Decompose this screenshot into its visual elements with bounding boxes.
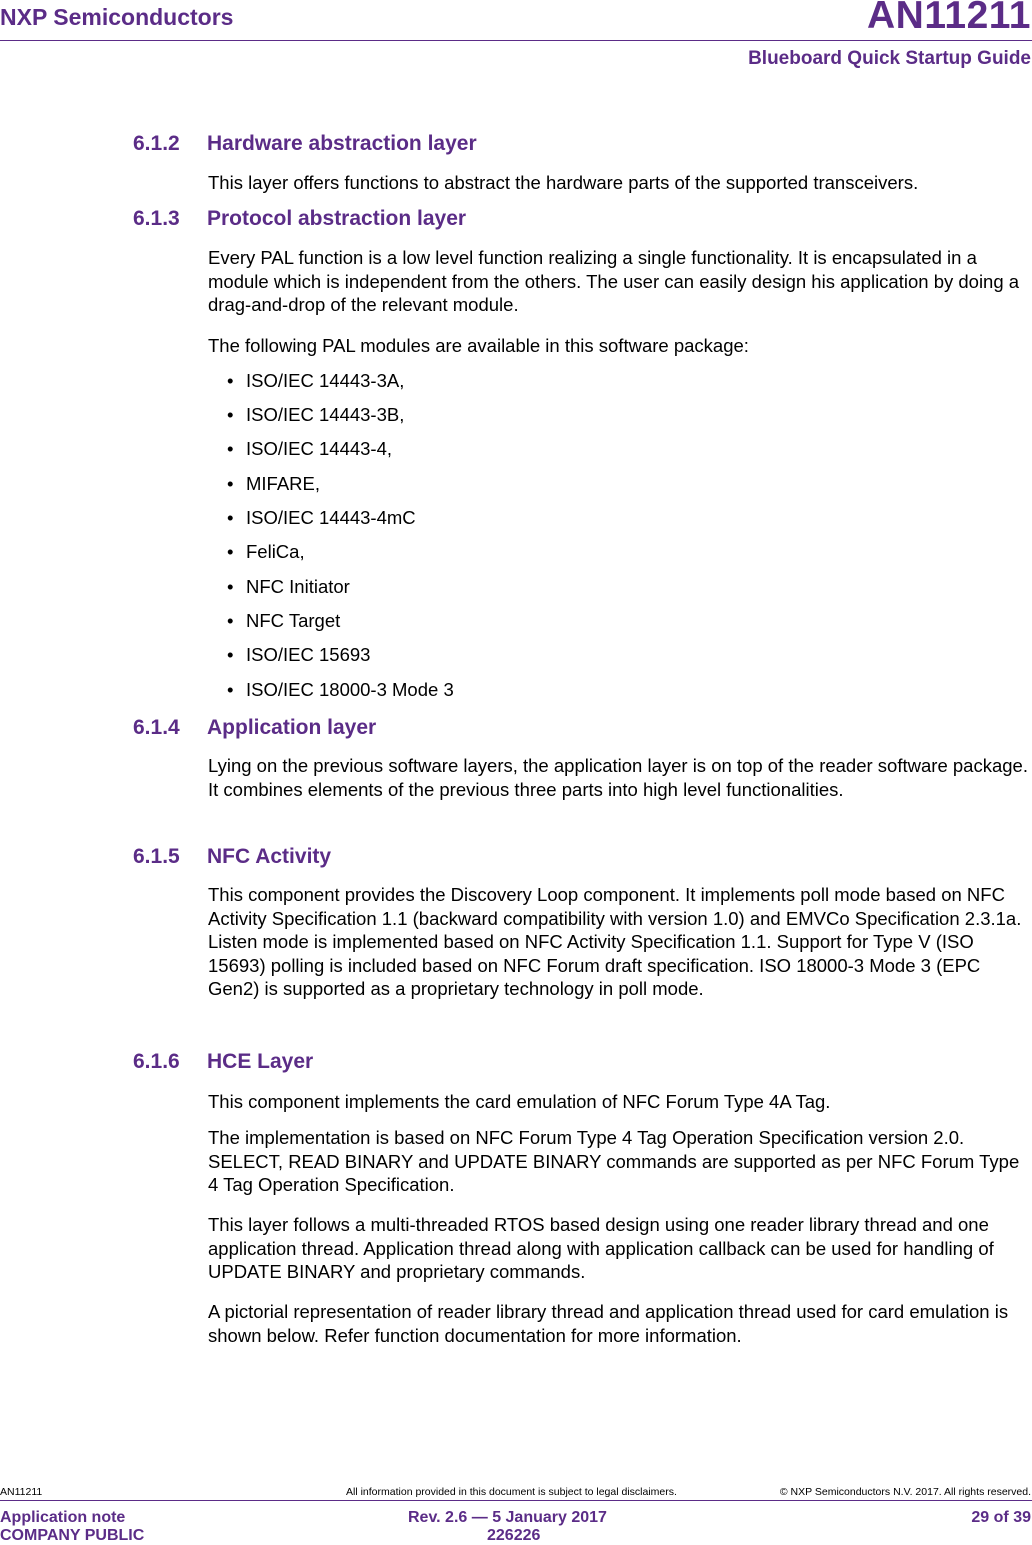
section-heading-6-1-6: [133, 1050, 313, 1074]
bullet-icon: •: [227, 541, 234, 562]
paragraph: This component implements the card emulation of NFC Forum Type 4A Tag.: [208, 1091, 831, 1112]
bullet-icon: •: [227, 679, 234, 700]
section-heading-6-1-5: [133, 845, 331, 869]
paragraph: A pictorial representation of reader library thread and application thread used for card emulation is shown below. Refer function documentation for more information.: [208, 1301, 1009, 1346]
section-title: Hardware abstraction layer: [207, 132, 477, 155]
section-number: 6.1.5: [133, 845, 180, 868]
section-number: 6.1.3: [133, 207, 180, 230]
section-title: HCE Layer: [207, 1050, 314, 1073]
paragraph: Every PAL function is a low level function realizing a single functionality. It is encapsulated in a module which is independent from the others. The user can easily design his application by doing a drag-and-drop of the relevant module.: [208, 247, 1020, 315]
footer-doc-id: AN11211: [0, 1486, 43, 1498]
header-document-id: AN11211: [867, 0, 1031, 37]
footer-disclaimer: All information provided in this document is subject to legal disclaimers.: [346, 1486, 677, 1498]
paragraph: This component provides the Discovery Loop component. It implements poll mode based on NFC Activity Specification 1.1 (backward compatibility with version 1.0) and EMVCo Specification 2.3.1a. Listen mode is implemented based on NFC Activity Specification 1.1. Support for Type V (ISO 15693) polling is included based on NFC Forum draft specification. ISO 18000-3 Mode 3 (EPC Gen2) is supported as a proprietary technology in poll mode.: [208, 884, 1022, 999]
section-title: Protocol abstraction layer: [207, 207, 467, 230]
section-number: 6.1.2: [133, 132, 180, 155]
footer-classification: COMPANY PUBLIC: [0, 1527, 145, 1544]
section-title: NFC Activity: [207, 845, 332, 868]
paragraph: Lying on the previous software layers, the application layer is on top of the reader software package. It combines elements of the previous three parts into high level functionalities.: [208, 755, 1028, 800]
bullet-icon: •: [227, 644, 234, 665]
footer-page-number: 29 of 39: [971, 1509, 1031, 1526]
bullet-icon: •: [227, 404, 234, 425]
footer-revision: Rev. 2.6 — 5 January 2017: [408, 1509, 607, 1526]
section-title: Application layer: [207, 716, 377, 739]
bullet-icon: •: [227, 576, 234, 597]
footer-divider: [0, 1500, 1032, 1501]
paragraph: The following PAL modules are available in this software package:: [208, 335, 749, 356]
section-number: 6.1.6: [133, 1050, 180, 1073]
section-heading-6-1-4: [133, 716, 376, 740]
bullet-icon: •: [227, 610, 234, 631]
header-company: NXP Semiconductors: [0, 4, 234, 30]
bullet-icon: •: [227, 370, 234, 391]
bullet-icon: •: [227, 438, 234, 459]
section-number: 6.1.4: [133, 716, 180, 739]
header-subtitle: Blueboard Quick Startup Guide: [748, 48, 1031, 69]
paragraph: This layer follows a multi-threaded RTOS based design using one reader library thread and one application thread. Application thread along with application callback can be used for handling of UPDATE BINARY and proprietary commands.: [208, 1214, 994, 1282]
paragraph: The implementation is based on NFC Forum Type 4 Tag Operation Specification version 2.0. SELECT, READ BINARY and UPDATE BINARY commands are supported as per NFC Forum Type 4 Tag Operation Specification.: [208, 1127, 1020, 1195]
header-divider: [0, 40, 1032, 41]
footer-copyright: © NXP Semiconductors N.V. 2017. All rights reserved.: [779, 1486, 1031, 1498]
section-heading-6-1-2: [133, 132, 477, 156]
footer-doc-number: 226226: [487, 1527, 541, 1544]
paragraph: This layer offers functions to abstract the hardware parts of the supported transceivers.: [208, 172, 919, 193]
section-heading-6-1-3: [133, 207, 466, 231]
bullet-icon: •: [227, 507, 234, 528]
bullet-icon: •: [227, 473, 234, 494]
footer-doc-type: Application note: [0, 1509, 126, 1526]
